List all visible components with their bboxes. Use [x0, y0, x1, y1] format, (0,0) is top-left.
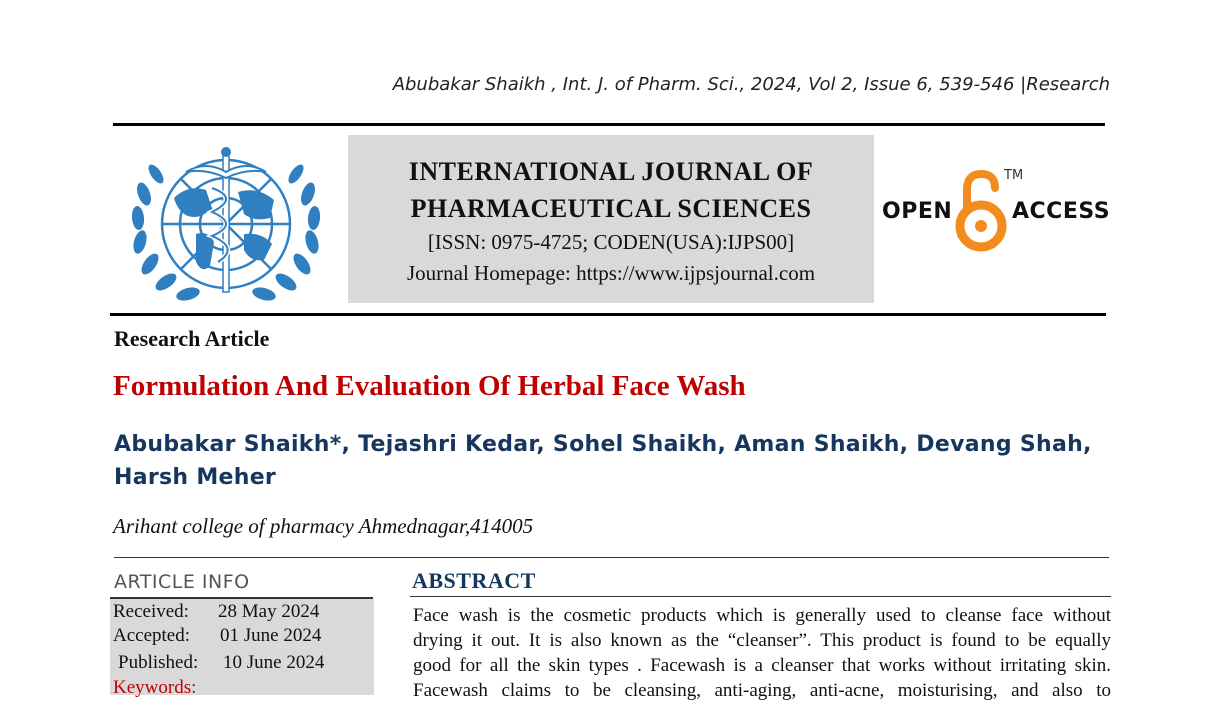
section-divider	[114, 557, 1109, 558]
abstract-rule	[410, 596, 1111, 597]
accepted-label: Accepted:	[113, 625, 191, 646]
authors-line-2: Harsh Meher	[114, 465, 277, 490]
journal-homepage-link[interactable]: Journal Homepage: https://www.ijpsjournal.com	[406, 261, 816, 285]
article-type: Research Article	[114, 326, 270, 351]
journal-masthead	[348, 135, 874, 303]
abstract-line: drying it out. It is also known as the “cleanser”. This product is found to be equally	[413, 630, 1111, 651]
header-rule-top	[113, 123, 1105, 126]
abstract-heading: ABSTRACT	[412, 568, 536, 593]
published-date: 10 June 2024	[223, 652, 325, 673]
journal-name-line1: INTERNATIONAL JOURNAL OF	[408, 157, 814, 186]
abstract-line: good for all the skin types . Facewash is a cleanser that works without irritating skin.	[413, 655, 1111, 676]
keywords-label: Keywords:	[113, 677, 197, 698]
author-list	[114, 428, 1104, 494]
abstract-body	[413, 603, 1111, 703]
trademark-mark: TM	[1004, 168, 1024, 183]
authors-line-1: Abubakar Shaikh*, Tejashri Kedar, Sohel Shaikh, Aman Shaikh, Devang Shah,	[114, 432, 1092, 457]
access-word: ACCESS	[1012, 199, 1111, 224]
article-info-heading: ARTICLE INFO	[114, 571, 250, 593]
article-title: Formulation And Evaluation Of Herbal Face Wash	[113, 370, 746, 402]
running-header: Abubakar Shaikh , Int. J. of Pharm. Sci., 2024, Vol 2, Issue 6, 539-546 |Research	[392, 74, 1110, 95]
open-word: OPEN	[882, 199, 953, 224]
issn-line: [ISSN: 0975-4725; CODEN(USA):IJPS00]	[427, 230, 795, 254]
published-label: Published:	[118, 652, 199, 673]
journal-name-line2: PHARMACEUTICAL SCIENCES	[410, 194, 812, 223]
article-info-box	[110, 599, 374, 698]
received-date: 28 May 2024	[218, 601, 320, 622]
header-rule-bottom	[110, 313, 1106, 316]
open-access-logo	[880, 168, 1111, 252]
abstract-line: Facewash claims to be cleansing, anti-aging, anti-acne, moisturising, and also to	[413, 680, 1111, 701]
affiliation: Arihant college of pharmacy Ahmednagar,414005	[113, 514, 534, 538]
journal-emblem-icon	[126, 138, 326, 306]
received-label: Received:	[113, 601, 189, 622]
accepted-date: 01 June 2024	[220, 625, 322, 646]
abstract-line: Face wash is the cosmetic products which is generally used to cleanse face without	[413, 605, 1111, 626]
open-access-lock-icon	[954, 168, 1008, 252]
journal-name	[348, 153, 874, 227]
